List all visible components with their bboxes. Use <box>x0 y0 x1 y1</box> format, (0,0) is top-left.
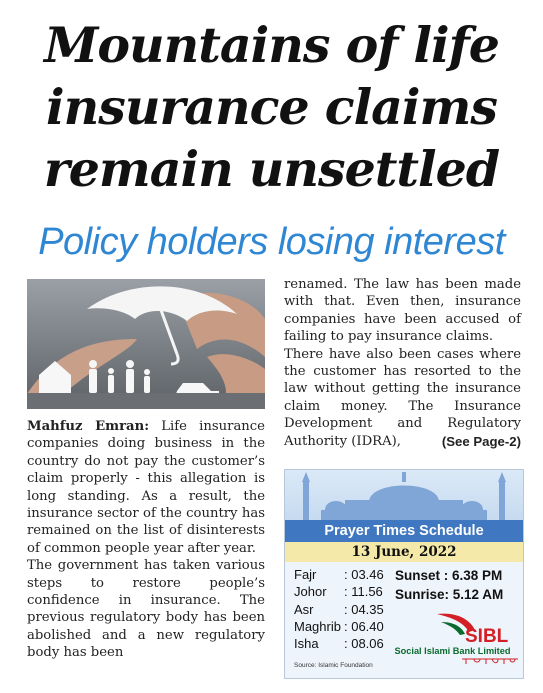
prayer-time-row <box>294 601 384 618</box>
prayer-time-row <box>294 583 384 600</box>
prayer-name: Maghrib <box>294 618 341 634</box>
sun-times <box>395 566 503 604</box>
headline-line-1: Mountains of life <box>44 16 499 74</box>
prayer-time: : 11.56 <box>344 584 383 600</box>
article-paragraph: renamed. The law has been made with that. Even then, insurance companies have been accused of failing to pay insurance claims. <box>284 277 521 345</box>
sunset-time: Sunset : 6.38 PM <box>395 568 503 583</box>
insurance-photo <box>27 279 265 409</box>
prayer-time-row <box>294 618 384 635</box>
prayer-schedule-title: Prayer Times Schedule <box>285 520 523 542</box>
subheadline: Policy holders losing interest <box>38 221 505 263</box>
article-paragraph: The government has taken various steps to restore people’s confidence in insurance. The previous regulatory body has been abolished and a new regulatory body has been <box>27 558 265 661</box>
article-paragraph <box>27 418 265 557</box>
prayer-time-row <box>294 566 384 583</box>
sunrise-time: Sunrise: 5.12 AM <box>395 587 504 602</box>
article-column-left <box>27 418 265 662</box>
bangla-script-mark <box>460 657 520 665</box>
prayer-name: Asr <box>294 601 314 617</box>
umbrella-family-illustration <box>27 279 265 409</box>
prayer-name: Fajr <box>294 567 317 582</box>
prayer-time: : 04.35 <box>344 601 384 617</box>
headline-line-3: remain unsettled <box>43 140 500 198</box>
prayer-times-box <box>284 469 524 679</box>
see-page-link[interactable]: (See Page-2) <box>441 433 521 449</box>
prayer-time-row <box>294 635 384 652</box>
sibl-logo-text: SIBL <box>465 626 509 644</box>
bank-name: Social Islami Bank Limited <box>394 646 511 656</box>
headline <box>0 14 543 200</box>
prayer-date: 13 June, 2022 <box>285 542 523 562</box>
prayer-time: : 08.06 <box>344 636 384 652</box>
article-paragraph <box>284 346 521 450</box>
prayer-name: Johor <box>294 584 327 600</box>
article-column-right <box>284 276 521 450</box>
sibl-logo-icon <box>435 610 515 644</box>
source-note: Source: Islamic Foundation <box>294 662 373 669</box>
prayer-time: : 03.46 <box>344 567 384 582</box>
prayer-time: : 06.40 <box>344 618 384 634</box>
article-text: There have also been cases where the customer has resorted to the law without getting the insurance claim money. The Insurance Development and Regulatory Authority (IDRA), <box>284 346 521 449</box>
headline-line-2: insurance claims <box>46 78 497 136</box>
article-lead-text: Life insurance companies doing business in the country do not pay the customer’s claim properly - this allegation is long standing. As a result, the insurance sector of the country has remained on the list of disinterests of common people year after year. <box>27 419 265 556</box>
byline: Mahfuz Emran: <box>27 419 150 434</box>
prayer-times-list <box>294 566 384 652</box>
prayer-name: Isha <box>294 636 319 652</box>
